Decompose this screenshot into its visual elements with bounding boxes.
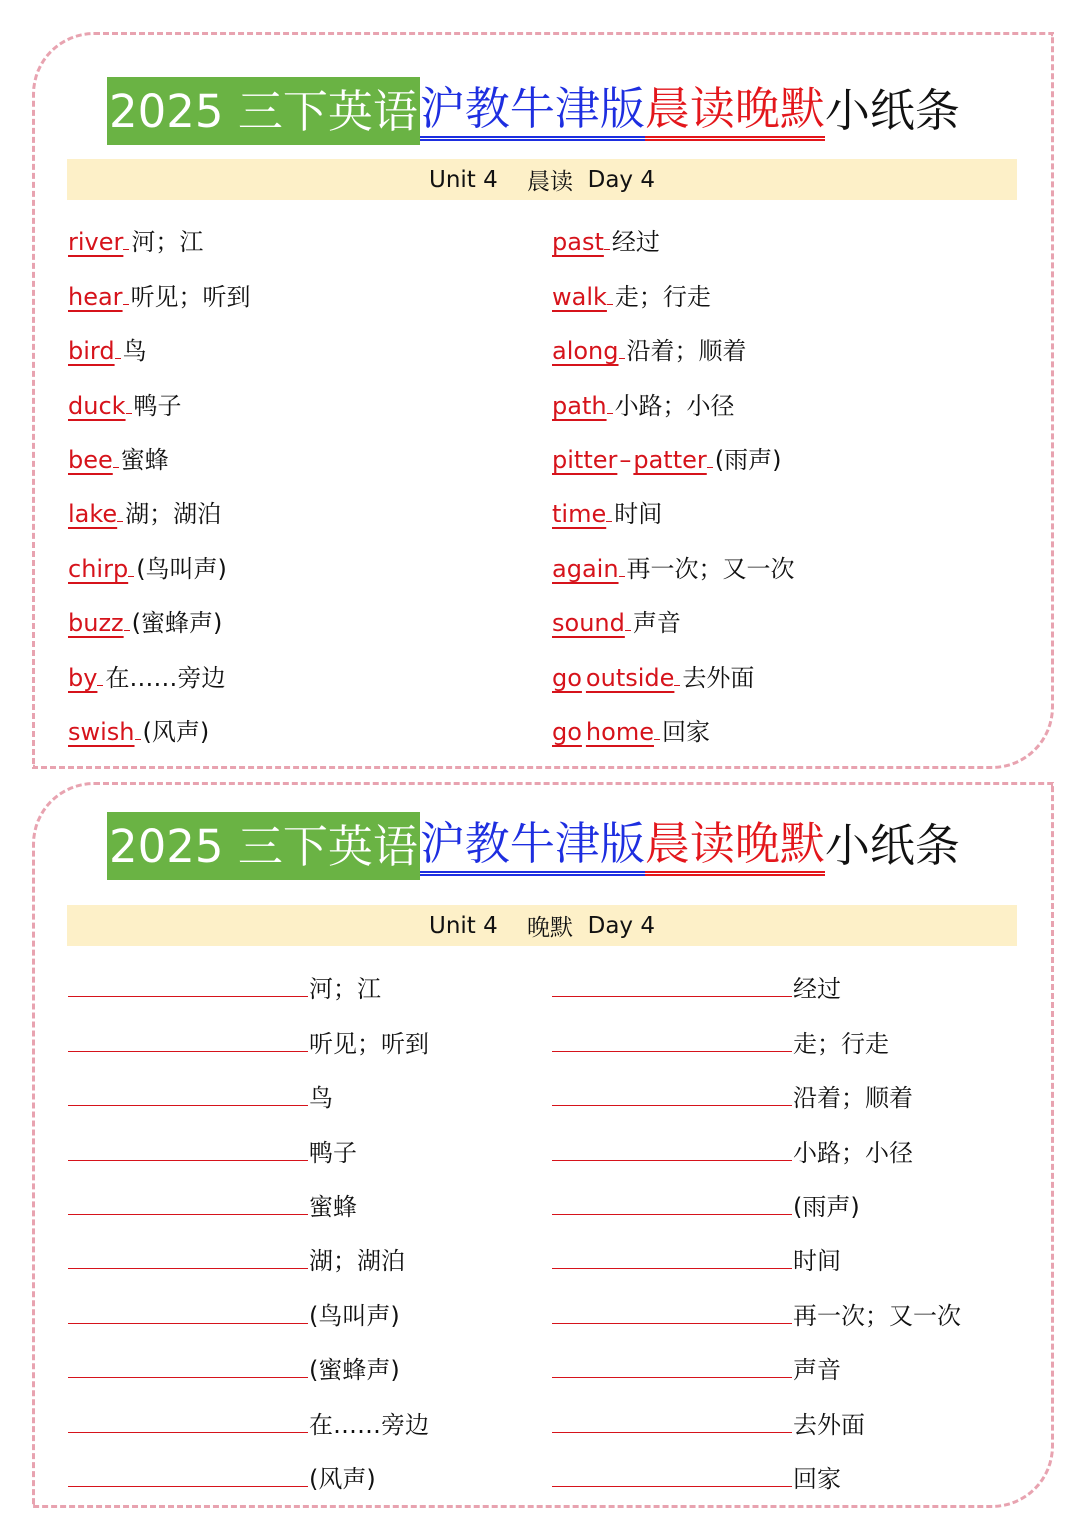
chinese-meaning: 小路；小径 [614, 391, 735, 420]
unit-label: Unit 4 [428, 912, 498, 939]
dictation-entry [552, 1402, 865, 1442]
chinese-meaning: 听见；听到 [130, 282, 251, 311]
answer-blank[interactable] [68, 1130, 308, 1161]
dictation-row [68, 1224, 429, 1278]
answer-blank[interactable] [552, 966, 792, 997]
vocab-entry [68, 437, 169, 477]
vocab-row [68, 477, 251, 531]
dictation-row [68, 1170, 429, 1224]
vocab-row [552, 205, 795, 259]
dictation-row [68, 1061, 429, 1115]
dictation-row [552, 1442, 961, 1496]
dictation-entry [68, 1238, 405, 1278]
vocab-column-right [552, 205, 795, 749]
chinese-meaning: 回家 [793, 1464, 841, 1493]
chinese-meaning: 去外面 [682, 663, 755, 692]
answer-blank[interactable] [552, 1293, 792, 1324]
vocab-row [552, 695, 795, 749]
dictation-entry [68, 1347, 400, 1387]
day-label: Day 4 [587, 166, 655, 193]
answer-blank[interactable] [552, 1456, 792, 1487]
underline-gap [604, 219, 610, 250]
chinese-meaning: 河；江 [131, 228, 204, 257]
dictation-row [68, 1442, 429, 1496]
answer-blank[interactable] [68, 1075, 308, 1106]
title-year-grade: 2025 三下英语 [107, 812, 420, 880]
chinese-meaning: (鸟叫声) [309, 1301, 400, 1330]
underline-gap [674, 655, 680, 686]
chinese-meaning: 鸭子 [133, 391, 182, 420]
chinese-meaning: 鸟 [309, 1084, 333, 1113]
vocab-row [68, 695, 251, 749]
underline-gap [123, 274, 129, 305]
dictation-entry [552, 1130, 913, 1170]
chinese-meaning: 去外面 [793, 1410, 865, 1439]
english-word: bee [68, 445, 113, 474]
english-word: again [552, 554, 619, 583]
vocab-entry [552, 274, 711, 314]
chinese-meaning: 鸭子 [309, 1138, 357, 1167]
chinese-meaning: 蜜蜂 [120, 445, 169, 474]
chinese-meaning: (雨声) [793, 1192, 860, 1221]
chinese-meaning: 在……旁边 [309, 1410, 429, 1439]
vocab-row [552, 586, 795, 640]
dictation-entry [552, 1021, 889, 1061]
english-word: go [552, 663, 582, 692]
vocab-row [68, 586, 251, 640]
vocab-row [552, 531, 795, 585]
answer-blank[interactable] [68, 1402, 308, 1433]
underline-gap [128, 546, 134, 577]
title-year-grade: 2025 三下英语 [107, 77, 420, 145]
dictation-entry [68, 1293, 400, 1333]
dictation-row [552, 1278, 961, 1332]
dictation-entry [552, 1184, 860, 1224]
english-word: swish [68, 717, 135, 746]
vocab-row [552, 259, 795, 313]
vocab-entry [552, 328, 747, 368]
english-word: home [585, 717, 654, 746]
underline-gap [126, 383, 132, 414]
card-title [107, 812, 960, 880]
dictation-row [68, 1387, 429, 1441]
vocab-entry [552, 600, 681, 640]
english-word: sound [552, 609, 625, 638]
title-edition: 沪教牛津版 [420, 82, 645, 141]
english-word: pitter [552, 445, 618, 474]
vocab-entry [68, 328, 147, 368]
answer-blank[interactable] [552, 1402, 792, 1433]
chinese-meaning: 走；行走 [793, 1029, 889, 1058]
dictation-row [68, 1333, 429, 1387]
underline-gap [113, 437, 119, 468]
english-word: along [552, 337, 619, 366]
answer-blank[interactable] [68, 1347, 308, 1378]
dictation-entry [552, 1075, 913, 1115]
dictation-entry [68, 966, 381, 1006]
answer-blank[interactable] [552, 1347, 792, 1378]
underline-gap [123, 219, 129, 250]
chinese-meaning: (风声) [142, 717, 210, 746]
chinese-meaning: 时间 [614, 500, 663, 529]
vocab-entry [552, 383, 735, 423]
morning-reading-card [32, 32, 1054, 769]
answer-blank[interactable] [68, 1293, 308, 1324]
chinese-meaning: 再一次；又一次 [626, 554, 795, 583]
answer-blank[interactable] [68, 1238, 308, 1269]
chinese-meaning: 听见；听到 [309, 1029, 429, 1058]
dictation-entry [552, 1293, 961, 1333]
chinese-meaning: 沿着；顺着 [626, 337, 747, 366]
title-suffix: 小纸条 [824, 819, 960, 872]
vocab-row [552, 423, 795, 477]
chinese-meaning: 声音 [632, 609, 681, 638]
chinese-meaning: 沿着；顺着 [793, 1084, 913, 1113]
underline-gap [654, 709, 660, 740]
vocab-entry [68, 546, 227, 586]
dictation-row [68, 952, 429, 1006]
english-word: chirp [68, 554, 129, 583]
day-label: Day 4 [587, 912, 655, 939]
dictation-row [552, 952, 961, 1006]
answer-blank[interactable] [68, 1184, 308, 1215]
vocab-entry [68, 655, 225, 695]
chinese-meaning: 经过 [611, 228, 660, 257]
answer-blank[interactable] [552, 1021, 792, 1052]
vocab-row [68, 368, 251, 422]
answer-blank[interactable] [68, 966, 308, 997]
vocab-entry [552, 709, 710, 749]
vocab-row [68, 314, 251, 368]
english-word: bird [68, 337, 115, 366]
chinese-meaning: 小路；小径 [793, 1138, 913, 1167]
vocab-column-left [68, 205, 251, 749]
chinese-meaning: (雨声) [714, 445, 782, 474]
dictation-entry [68, 1075, 333, 1115]
unit-label: Unit 4 [428, 166, 498, 193]
mode-label: 晚默 [527, 915, 573, 941]
vocab-row [68, 423, 251, 477]
dictation-entry [552, 1347, 841, 1387]
chinese-meaning: 湖；湖泊 [309, 1247, 405, 1276]
chinese-meaning: 声音 [793, 1356, 841, 1385]
chinese-meaning: 湖；湖泊 [125, 500, 222, 529]
english-word: buzz [68, 609, 124, 638]
english-word: time [552, 500, 607, 529]
title-suffix: 小纸条 [824, 84, 960, 137]
unit-day-banner [67, 905, 1017, 946]
vocab-entry [68, 219, 203, 259]
chinese-meaning: (鸟叫声) [136, 554, 227, 583]
english-word: past [552, 228, 604, 257]
chinese-meaning: 时间 [793, 1247, 841, 1276]
vocab-row [68, 205, 251, 259]
card-title [107, 77, 960, 145]
english-word: walk [552, 282, 607, 311]
english-word: outside [585, 663, 675, 692]
underline-gap [135, 709, 141, 740]
underline-gap [607, 274, 613, 305]
chinese-meaning: 鸟 [122, 337, 147, 366]
vocab-entry [552, 491, 662, 531]
dictation-row [68, 1006, 429, 1060]
dictation-row [552, 1061, 961, 1115]
dictation-row [552, 1115, 961, 1169]
dictation-entry [552, 1238, 841, 1278]
underline-gap [124, 600, 130, 631]
underline-gap [619, 546, 625, 577]
vocab-row [552, 368, 795, 422]
title-edition: 沪教牛津版 [420, 817, 645, 876]
chinese-meaning: 经过 [793, 975, 841, 1004]
dictation-entry [552, 1456, 841, 1496]
english-word: hear [68, 282, 123, 311]
answer-blank[interactable] [552, 1130, 792, 1161]
dictation-row [552, 1224, 961, 1278]
underline-gap [619, 328, 625, 359]
vocab-entry [552, 546, 795, 586]
underline-gap [115, 328, 121, 359]
word-joiner: – [619, 445, 632, 474]
chinese-meaning: 河；江 [309, 975, 381, 1004]
vocab-entry [68, 274, 251, 314]
underline-gap [707, 437, 713, 468]
english-word: river [68, 228, 124, 257]
dictation-row [552, 1333, 961, 1387]
dictation-entry [552, 966, 841, 1006]
dictation-row [552, 1387, 961, 1441]
chinese-meaning: 在……旁边 [105, 663, 226, 692]
dictation-entry [68, 1184, 357, 1224]
answer-blank[interactable] [68, 1456, 308, 1487]
vocab-entry [552, 437, 782, 477]
underline-gap [117, 491, 123, 522]
mode-label: 晨读 [527, 169, 573, 195]
dictation-entry [68, 1021, 429, 1061]
english-word: go [552, 717, 582, 746]
english-word: lake [68, 500, 118, 529]
title-mode: 晨读晚默 [645, 817, 825, 876]
answer-blank[interactable] [68, 1021, 308, 1052]
evening-dictation-card [32, 782, 1054, 1508]
answer-blank[interactable] [552, 1184, 792, 1215]
vocab-entry [68, 383, 182, 423]
vocab-entry [552, 655, 754, 695]
english-word: patter [633, 445, 707, 474]
dictation-row [552, 1170, 961, 1224]
english-word: by [68, 663, 98, 692]
chinese-meaning: 回家 [661, 717, 710, 746]
vocab-row [552, 477, 795, 531]
dictation-column-right [552, 952, 961, 1496]
underline-gap [607, 383, 613, 414]
chinese-meaning: (蜜蜂声) [131, 609, 223, 638]
dictation-entry [68, 1402, 429, 1442]
english-word: duck [68, 391, 126, 420]
dictation-entry [68, 1130, 357, 1170]
vocab-entry [68, 491, 221, 531]
answer-blank[interactable] [552, 1075, 792, 1106]
vocab-entry [552, 219, 660, 259]
underline-gap [97, 655, 103, 686]
title-mode: 晨读晚默 [645, 82, 825, 141]
vocab-entry [68, 600, 222, 640]
vocab-row [68, 531, 251, 585]
vocab-row [68, 640, 251, 694]
underline-gap [625, 600, 631, 631]
chinese-meaning: (风声) [309, 1464, 376, 1493]
chinese-meaning: (蜜蜂声) [309, 1356, 400, 1385]
dictation-entry [68, 1456, 376, 1496]
chinese-meaning: 再一次；又一次 [793, 1301, 961, 1330]
vocab-row [68, 259, 251, 313]
answer-blank[interactable] [552, 1238, 792, 1269]
vocab-row [552, 640, 795, 694]
underline-gap [606, 491, 612, 522]
vocab-row [552, 314, 795, 368]
dictation-column-left [68, 952, 429, 1496]
dictation-row [68, 1115, 429, 1169]
dictation-row [552, 1006, 961, 1060]
dictation-row [68, 1278, 429, 1332]
unit-day-banner [67, 159, 1017, 200]
english-word: path [552, 391, 607, 420]
chinese-meaning: 蜜蜂 [309, 1192, 357, 1221]
chinese-meaning: 走；行走 [614, 282, 711, 311]
vocab-entry [68, 709, 209, 749]
